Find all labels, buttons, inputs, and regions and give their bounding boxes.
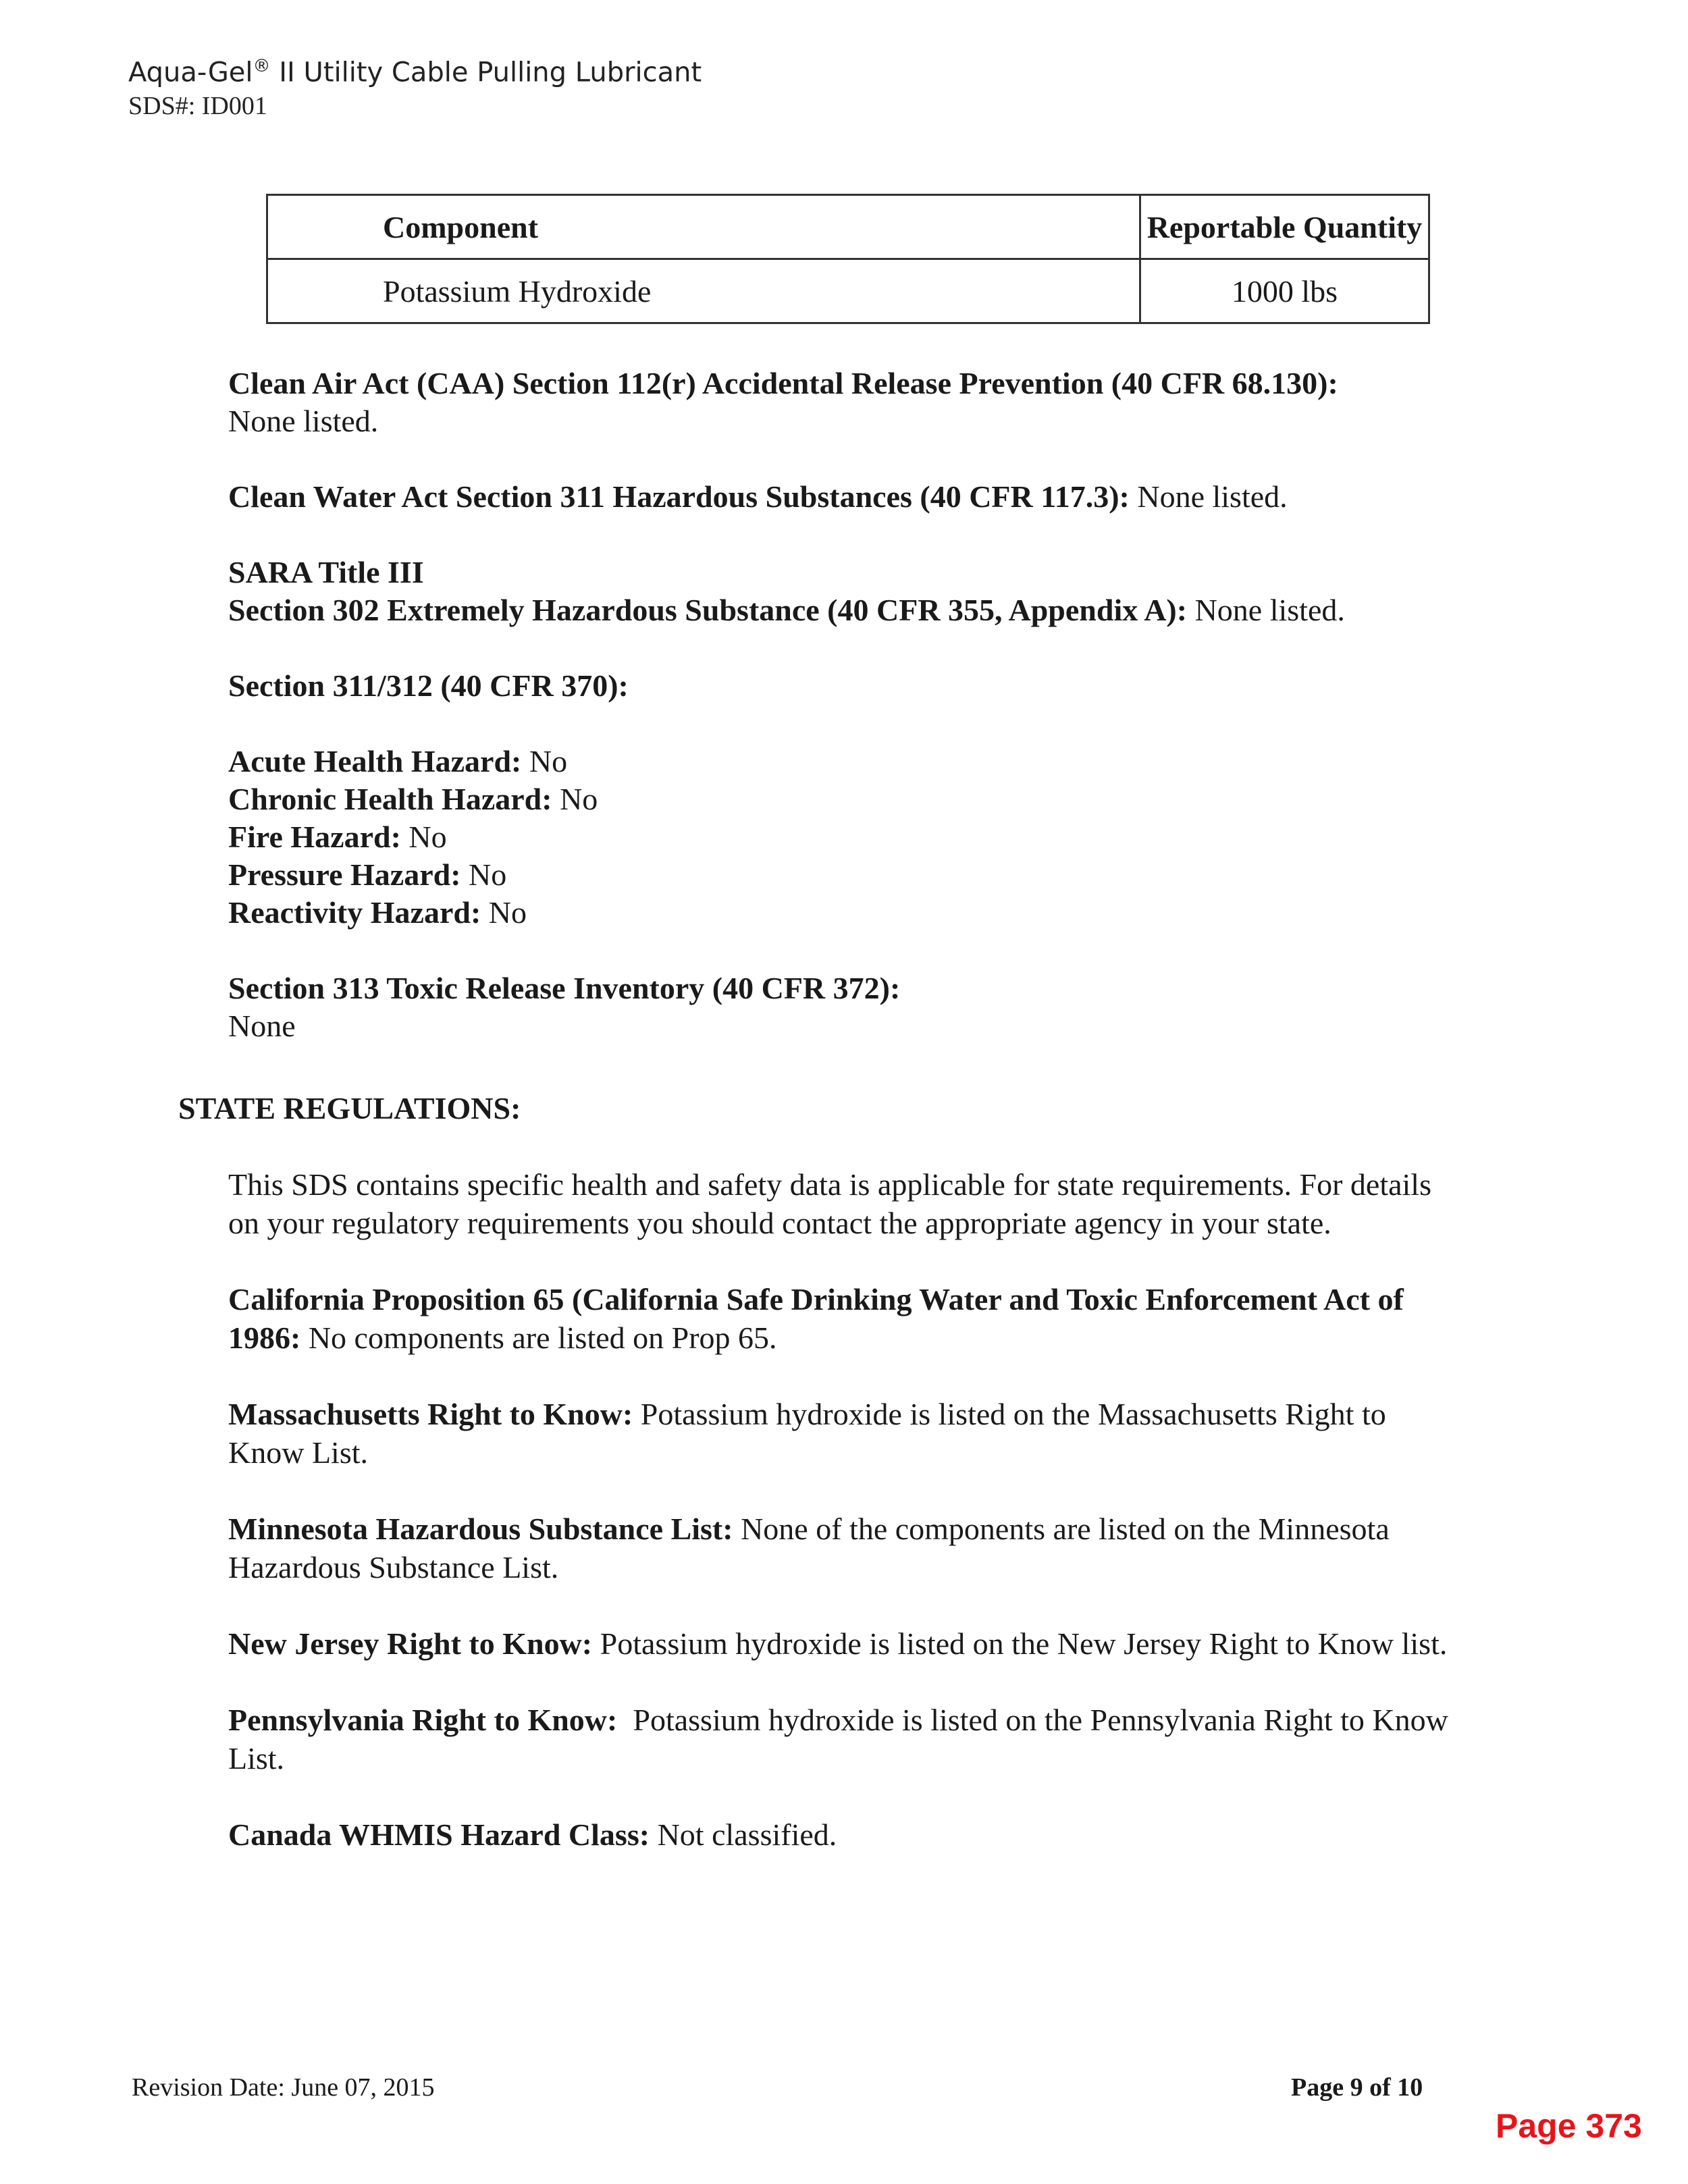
hazard-label: Acute Health Hazard: <box>228 744 522 778</box>
tri-value: None <box>228 1009 296 1043</box>
document-header <box>128 49 702 122</box>
state-item-label: Canada WHMIS Hazard Class: <box>228 1817 650 1852</box>
state-item-value: None of the components are listed on the Minnesota Hazardous Substance List. <box>228 1512 1390 1584</box>
hazard-row <box>228 743 1457 780</box>
federal-regulations <box>228 365 1457 1045</box>
sara-311-heading: Section 311/312 (40 CFR 370): <box>228 668 629 703</box>
revision-date: Revision Date: June 07, 2015 <box>132 2073 435 2102</box>
hazard-label: Fire Hazard: <box>228 820 401 854</box>
sara-302-value: None listed. <box>1187 593 1345 627</box>
state-item-value: Not classified. <box>650 1817 837 1852</box>
state-item-value: Potassium hydroxide is listed on the Massachusetts Right to Know List. <box>228 1397 1386 1470</box>
hazard-value: No <box>481 895 527 930</box>
state-item-label: New Jersey Right to Know: <box>228 1626 593 1661</box>
caa-heading: Clean Air Act (CAA) Section 112(r) Accidental Release Prevention (40 CFR 68.130): <box>228 366 1338 400</box>
state-item-value: Potassium hydroxide is listed on the New Jersey Right to Know list. <box>592 1626 1448 1661</box>
cwa-line <box>228 478 1457 516</box>
registered-mark: ® <box>253 56 271 76</box>
product-title <box>128 49 702 90</box>
cwa-value: None listed. <box>1129 479 1288 514</box>
state-regulations <box>228 1165 1457 1854</box>
table-cell-component: Potassium Hydroxide <box>267 259 1140 323</box>
state-item <box>228 1510 1457 1587</box>
state-item <box>228 1280 1457 1357</box>
table-cell-quantity: 1000 lbs <box>1140 259 1429 323</box>
table-row <box>267 259 1429 323</box>
state-item-value: Potassium hydroxide is listed on the Pennsylvania Right to Know List. <box>228 1703 1456 1776</box>
hazard-value: No <box>552 782 598 816</box>
hazard-label: Pressure Hazard: <box>228 857 461 892</box>
hazard-value: No <box>400 820 447 854</box>
state-item-label: Massachusetts Right to Know: <box>228 1397 633 1431</box>
table-header-row <box>267 195 1429 259</box>
state-item <box>228 1395 1457 1472</box>
state-item-label: Minnesota Hazardous Substance List: <box>228 1512 733 1546</box>
state-item <box>228 1624 1457 1663</box>
state-item-label: California Proposition 65 (California Safe Drinking Water and Toxic Enforcement Act of 1986: <box>228 1282 1404 1355</box>
product-name: Aqua-Gel <box>128 57 253 88</box>
state-intro: This SDS contains specific health and safety data is applicable for state requirements. For details on your regulatory requirements you should contact the appropriate agency in your state. <box>228 1167 1431 1240</box>
page-stamp: Page 373 <box>1496 2107 1642 2145</box>
tri-heading: Section 313 Toxic Release Inventory (40 CFR 372): <box>228 971 901 1005</box>
hazard-value: No <box>460 857 507 892</box>
sara-302-line <box>228 591 1457 629</box>
reportable-quantity-table <box>266 194 1430 324</box>
hazard-row <box>228 780 1457 818</box>
sds-number: SDS#: ID001 <box>128 92 267 121</box>
column-header-quantity: Reportable Quantity <box>1140 195 1429 259</box>
hazard-label: Reactivity Hazard: <box>228 895 481 930</box>
caa-value: None listed. <box>228 404 379 438</box>
sara-302-label: Section 302 Extremely Hazardous Substance (40 CFR 355, Appendix A): <box>228 593 1188 627</box>
page-number: Page 9 of 10 <box>1291 2073 1423 2102</box>
sara-title: SARA Title III <box>228 555 424 589</box>
state-item-label: Pennsylvania Right to Know: <box>228 1703 618 1737</box>
hazard-value: No <box>521 744 568 778</box>
hazard-row <box>228 894 1457 932</box>
cwa-label: Clean Water Act Section 311 Hazardous Substances (40 CFR 117.3): <box>228 479 1130 514</box>
state-item-value: No components are listed on Prop 65. <box>300 1321 777 1355</box>
column-header-component: Component <box>267 195 1140 259</box>
state-item <box>228 1701 1457 1778</box>
state-regulations-heading: STATE REGULATIONS: <box>178 1091 521 1125</box>
product-name-suffix: II Utility Cable Pulling Lubricant <box>270 57 702 88</box>
hazard-label: Chronic Health Hazard: <box>228 782 552 816</box>
hazard-row <box>228 818 1457 856</box>
state-item <box>228 1815 1457 1854</box>
hazard-row <box>228 856 1457 894</box>
